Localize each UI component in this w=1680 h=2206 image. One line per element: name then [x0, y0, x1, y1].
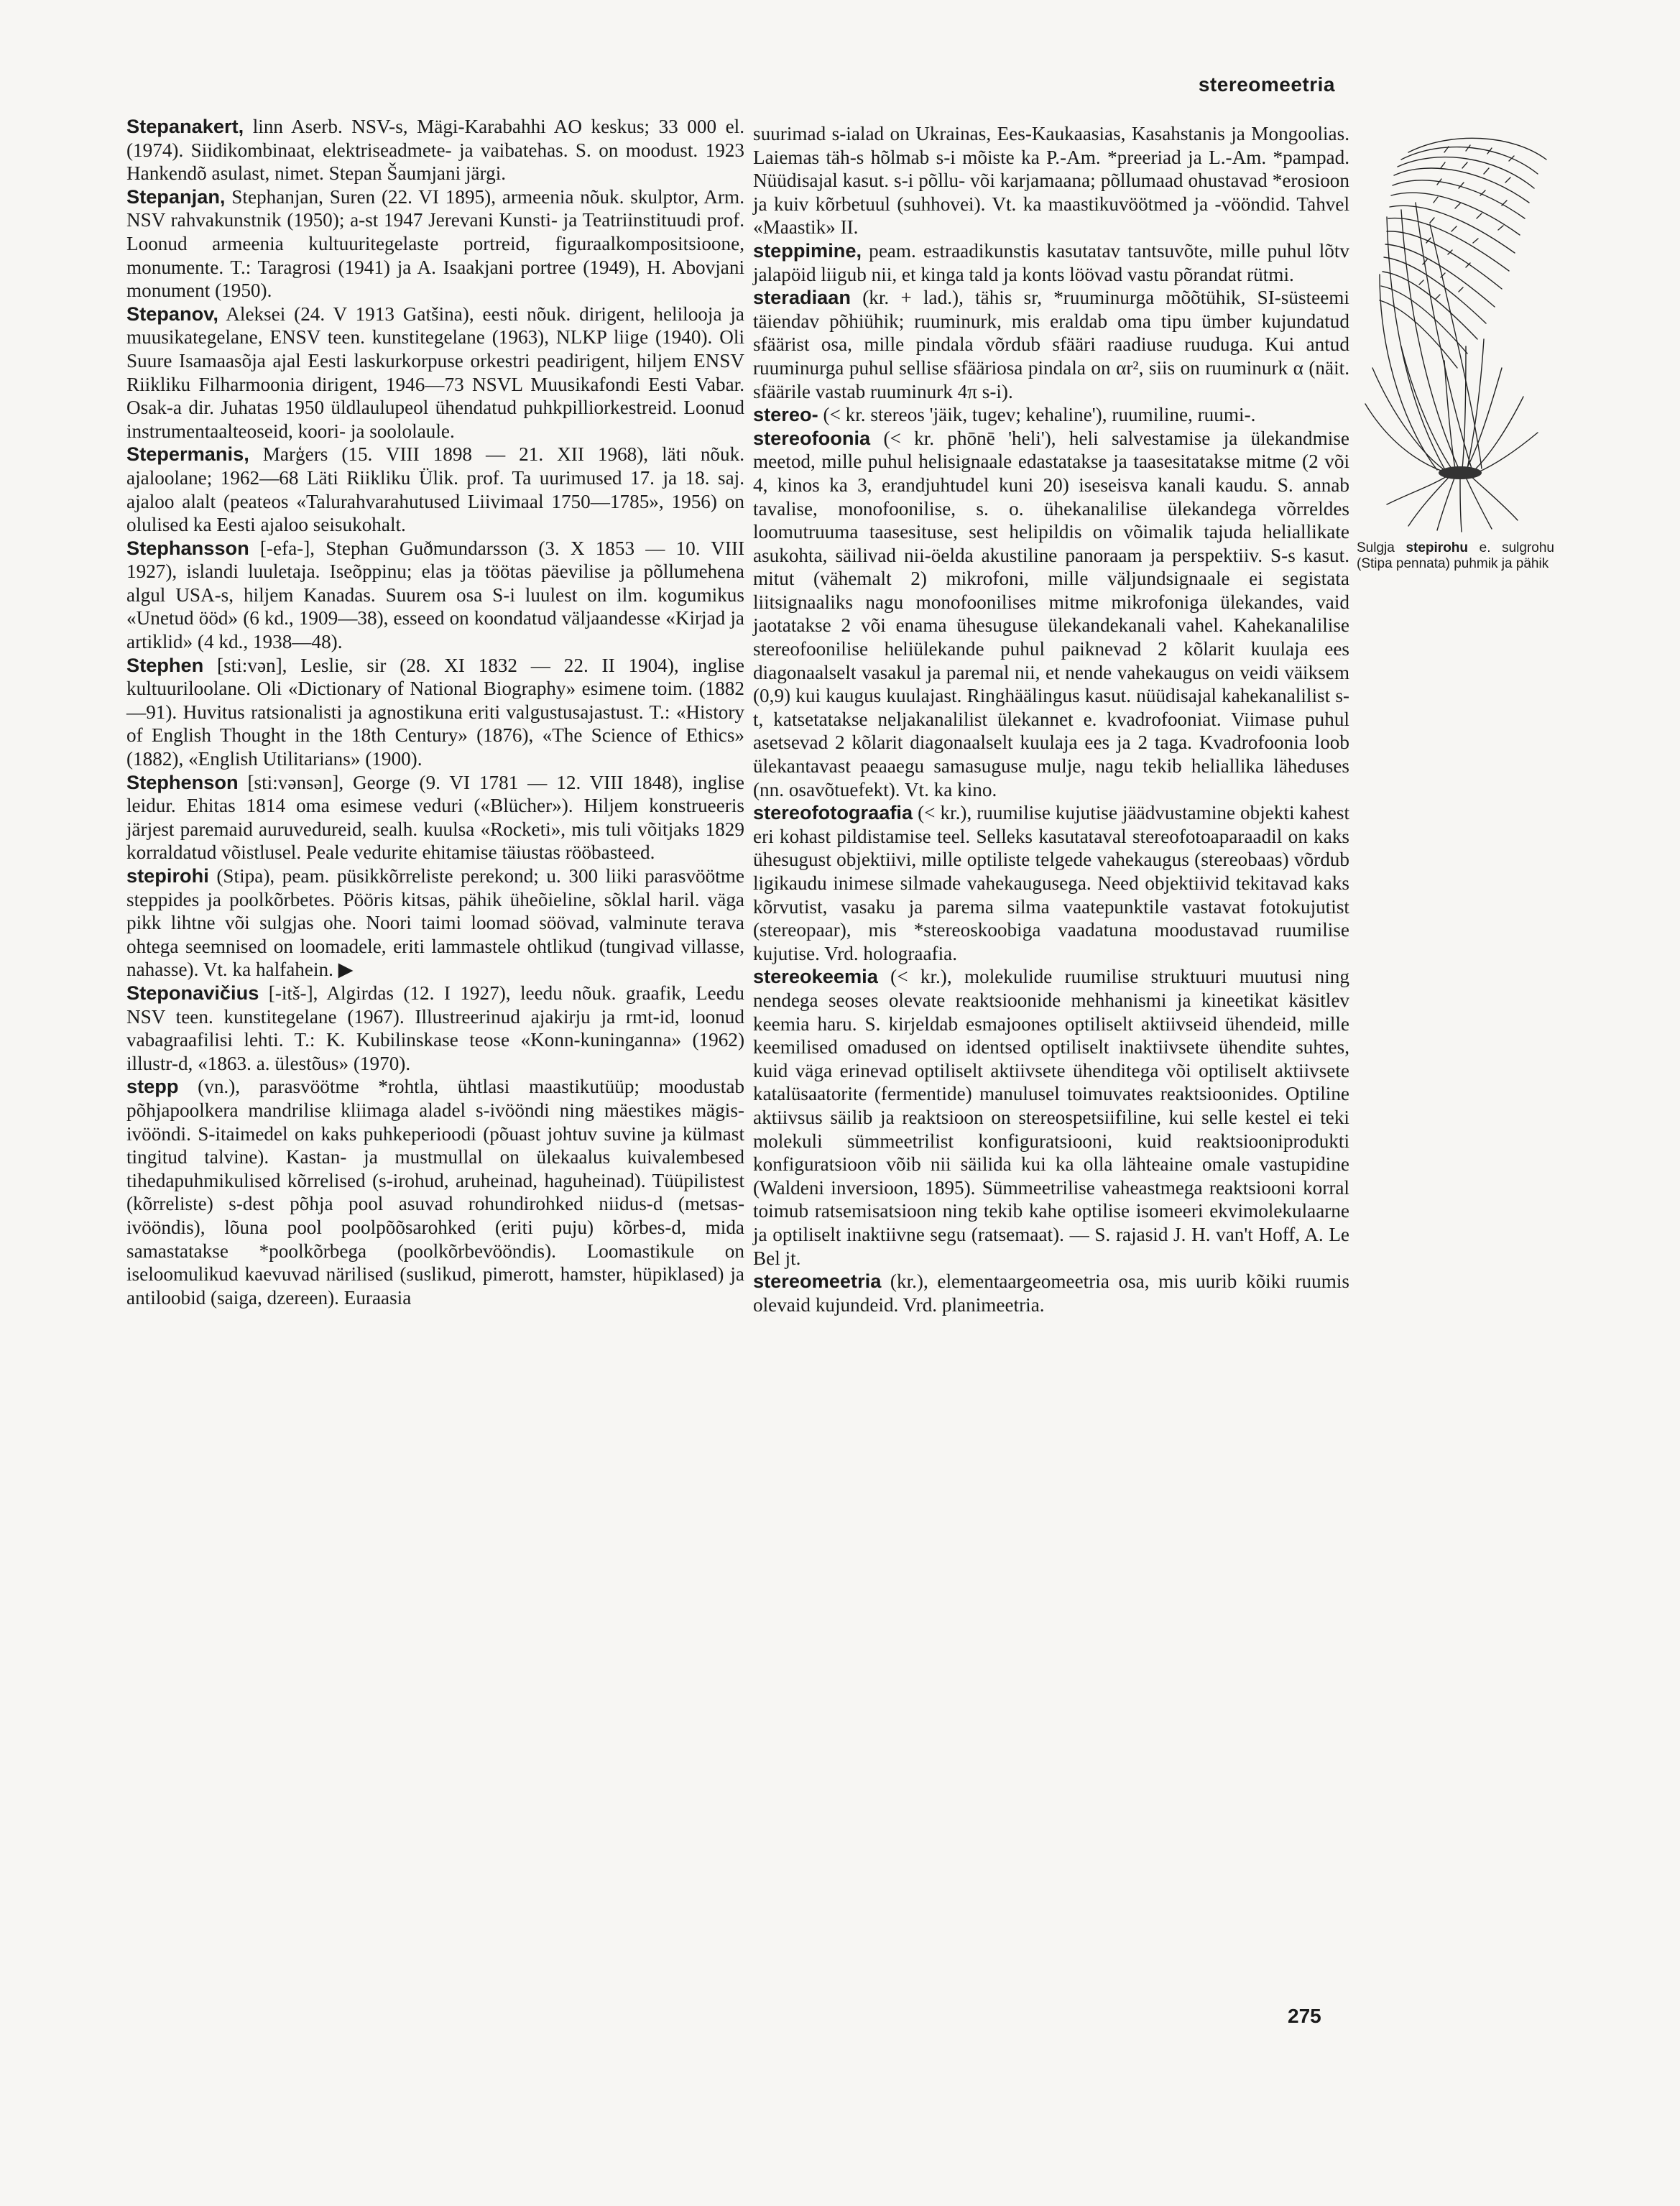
entry [126, 443, 744, 536]
caption-rest: e. sulgrohu (Stipa pennata) puhmik ja pähik [1357, 540, 1554, 571]
entry-text: [sti:vən], Leslie, sir (28. XI 1832 — 22. II 1904), inglise kultuuriloolane. Oli «Dictionary of National Biography» esimene toim. (1882—91). Huvitus ratsionalisti ja agnostikuna eriti valgustusajastust. T.: «History of English Thought in the 18th Century» (1876), «The Science of Ethics» (1882), «English Utilitarians» (1900). [126, 654, 744, 770]
entry-text: (< kr. phōnē 'heli'), heli salvestamise ja ülekandmise meetod, mille puhul helisignaale edastatakse ja taasesitatakse mitme (2 või 4, kinos ka 3, erandjuhtudel kuni 20) iseseisva kanali kaudu. S. annab tavalise, monofoonilise, s. o. ühekanalilise ülekandega võrreldes loomutruuma taasesituse, sest helipildis on võimalik tajuda heliallikate asukohta, säilivad nii-öelda akustiline panoraam ja perspektiiv. S-s kasut. mitut (vähemalt 2) mikrofoni, mille väljundsignaale ei segistata liitsignaaliks nagu monofoonilises mitme mikrofoniga ülekandes, vaid jaotatakse 2 või enama ühesuguse ülekandekanali vahel. Kahekanalilise stereofoonilise heliülekande puhul paiknevad 2 kõlarit kuulaja ees diagonaalselt vasakul ja paremal nii, et nende vahekaugus on veidi väiksem (0,9) kui kaugus kuulajast. Ringhäälingus kasut. nüüdisajal kahekanalilist s-t, katsetatakse neljakanalilist ülekannet e. kvadrofooniat. Viimase puhul asetsevad 2 kõlarit diagonaalselt kuulaja ees ja 2 taga. Kvadrofoonia loob ülekantavast peaaegu samasuguse mulje, nagu tekib heliallika läheduses (nn. osavõtuefekt). Vt. ka kino. [753, 427, 1349, 800]
tussock-base [1439, 466, 1482, 479]
entry-text: Aleksei (24. V 1913 Gatšina), eesti nõuk. dirigent, helilooja ja muusikategelane, ENSV teen. kunstitegelane (1963), NLKP liige (1940). Oli Suure Isamaasõja ajal Eesti laskurkorpuse orkestri peadirigent, hiljem ENSV Riikliku Filharmoonia dirigent, 1946—73 NSVL Muusikafondi Eesti Vabar. Osak-a dir. Juhatas 1950 üldlaulupeol ühendatud puhkpilliorkestreid. Loonud instrumentaalteoseid, koori- ja soololaule. [126, 303, 744, 442]
headword: Stephansson [126, 536, 249, 559]
entry [126, 654, 744, 771]
page-number: 275 [1288, 2005, 1321, 2027]
left-column [126, 115, 744, 1309]
feather-grass-drawing [1358, 131, 1552, 533]
headword: Stepermanis, [126, 443, 249, 466]
entry-text: peam. estraadikunstis kasutatav tantsuvõte, mille puhul lõtv jalapöid liigub nii, et kinga tald ja konts löövad vastu põrandat rütmi. [753, 239, 1349, 285]
entry-text: Marģers (15. VIII 1898 — 21. XII 1968), läti nõuk. ajaloolane; 1962—68 Läti Riikliku Ülik. prof. Ta uurimused 17. ja 18. saj. ajaloo alalt (peateos «Talurahvarahutused Liivimaal 1750—1785», 1956) on olulised ka Eesti ajaloo seisukohalt. [126, 443, 744, 536]
entry [753, 122, 1349, 239]
caption-prefix: Sulgja [1357, 540, 1395, 555]
entry [126, 1075, 744, 1309]
headword: stepirohi [126, 864, 209, 887]
entry-text: (kr.), elementaargeomeetria osa, mis uurib kõiki ruumis olevaid kujundeid. Vrd. planimeetria. [753, 1270, 1349, 1316]
figure-caption [1357, 540, 1554, 572]
headword: steppimine, [753, 239, 862, 262]
headword: Steponavičius [126, 981, 259, 1004]
entry-text: [-itš-], Algirdas (12. I 1927), leedu nõuk. graafik, Leedu NSV teen. kunstitegelane (1967). Illustreerinud ajakirju ja rmt-id, loonud vabagraafilisi lehti. T.: K. Kubilinskase teose «Konn-kuninganna» (1962) illustr-d, «1863. a. ülestõus» (1970). [126, 982, 744, 1074]
entry [126, 537, 744, 654]
entry [753, 286, 1349, 403]
entry-text: linn Aserb. NSV-s, Mägi-Karabahhi AO keskus; 33 000 el. (1974). Siidikombinaat, elektriseadmete- ja vaibatehas. S. on moodust. 1923 Hankendõ asulast, nimet. Stepan Šaumjani järgi. [126, 116, 744, 185]
entry [753, 1270, 1349, 1316]
entry [753, 427, 1349, 802]
entry-text: Stephanjan, Suren (22. VI 1895), armeenia nõuk. skulptor, Arm. NSV rahvakunstnik (1950); a-st 1947 Jerevani Kunsti- ja Teatriinstituudi prof. Loonud armeenia kultuuritegelaste portreid, figuraalkompositsioone, monumente. T.: Taragrosi (1941) ja A. Isaakjani portree (1949), H. Abovjani monument (1950). [126, 185, 744, 302]
headword: stereofotograafia [753, 801, 913, 824]
headword: Stepanov, [126, 302, 218, 325]
entry-text: (< kr.), ruumilise kujutise jäädvustamine objekti kahest eri kohast pildistamise teel. Selleks kasutataval stereofotoaparaadil on kaks ühesugust objektiivi, mille optiliste telgede vahekaugus (stereobaas) võrdub ligikaudu inimese silmade vahekaugusega. Need objektiivid tekitavad kaks kõrvutist, vasaku ja parema silma vaatepunktile vastavat fotokujutist (stereopaar), mis *stereoskoobiga vaadatuna moodustavad ruumilise kujutise. Vrd. holograafia. [753, 802, 1349, 964]
headword: Stepanakert, [126, 115, 244, 137]
headword: steradiaan [753, 286, 851, 309]
right-column [753, 122, 1349, 1316]
entry [126, 303, 744, 443]
headword: Stepanjan, [126, 185, 226, 208]
entry-text: (kr. + lad.), tähis sr, *ruuminurga mõõtühik, SI-süsteemi täiendav põhiühik; ruuminurk, mis eraldab oma tipu ümber kujundatud sfäärist osa, mille pindala võrdub sfääri raadiuse ruuduga. Kui antud ruuminurga puhul sellise sfääriosa pindala on αr², siis on ruuminurk α (näit. sfäärile vastab ruuminurk 4π s-i). [753, 287, 1349, 402]
entry-text: (< kr. stereos 'jäik, tugev; kehaline'), ruumiline, ruumi-. [818, 404, 1256, 426]
headword: stereomeetria [753, 1270, 882, 1293]
entry-text: (vn.), parasvöötme *rohtla, ühtlasi maastikutüüp; moodustab põhjapoolkera mandrilise kliimaga aladel s-ivööndi ning mäestikes mägis-ivööndi. S-itaimedel on kaks puhkeperioodi (põuast johtuv suvine ja külmast tingitud talvine). Kastan- ja mustmullal on ülekaalus kuivalembesed tihedapuhmikulised kõrrelised (s-irohud, aruheinad, haguheinad). Tüüpilistest (kõrreliste) s-dest põhja pool asuvad rohundirohked niidus-d (metsas-ivööndis), lõuna pool poolpõõsarohked (eriti puju) kõrbes-d, mida samastatakse *poolkõrbega (poolkõrbevööndis). Loomastikule on iseloomulikud kaevuvad närilised (suslikud, pimerott, hamster, hüpiklased) ja antiloobid (saiga, dzereen). Euraasia [126, 1076, 744, 1309]
entry-text: [sti:vənsən], George (9. VI 1781 — 12. VIII 1848), inglise leidur. Ehitas 1814 oma esimese veduri («Blücher»). Hiljem konstrueeris järjest paremaid auruvedureid, sealh. kuulsa «Rocketi», mis tuli võitjaks 1829 korraldatud võistlusel. Peale vedurite ehitamise täiustas rööbasteed. [126, 771, 744, 864]
entry [753, 239, 1349, 286]
headword: Stephenson [126, 770, 239, 793]
headword: Stephen [126, 653, 204, 676]
entry-text: suurimad s-ialad on Ukrainas, Ees-Kaukaasias, Kasahstanis ja Mongoolias. Laiemas täh-s hõlmab s-i mõiste ka P.-Am. *preeriad ja L.-Am. *pampad. Nüüdisajal kasut. s-i põllu- või karjamaana; põllumaad ohustavad *erosioon ja kuiv kõrbetuul (suhhovei). Vt. ka maastikuvöötmed ja -vööndid. Tahvel «Maastik» II. [753, 123, 1349, 239]
entry-text: [-efa-], Stephan Guðmundarsson (3. X 1853 — 10. VIII 1927), islandi luuletaja. Iseõppinu; elas ja töötas päevilise ja põllumehena algul USA-s, hiljem Kanadas. Suurem osa S-i luulest on ilm. kogumikus «Unetud ööd» (6 kd., 1909—38), esseed on koondatud väljaandesse «Kirjad ja artiklid» (4 kd., 1938—48). [126, 537, 744, 653]
entry [753, 965, 1349, 1270]
headword: stereofoonia [753, 426, 871, 449]
entry [753, 801, 1349, 965]
entry-text: (Stipa), peam. püsikkõrreliste perekond; u. 300 liiki parasvöötme steppides ja poolkõrbetes. Pööris kitsas, pähik üheõieline, sõklal haril. väga pikk lihtne või sulgjas ohe. Noori taimi loomad söövad, valminute terava ohtega seemnised on loomadele, eriti lammastele ohtlikud (tungivad villasse, nahasse). Vt. ka halfahein. ▶ [126, 865, 744, 981]
running-head: stereomeetria [1198, 73, 1335, 96]
entry [126, 864, 744, 982]
entry [126, 185, 744, 303]
entry [753, 403, 1349, 427]
headword: stepp [126, 1075, 179, 1098]
headword: stereo- [753, 403, 818, 426]
entry-text: (< kr.), molekulide ruumilise struktuuri muutusi ning nendega seoses olevate reaktsioonide mehhanismi ja kineetikat käsitlev keemia haru. S. kirjeldab esmajoones optiliselt aktiivseid ühendeid, mille keemilised omadused on identsed optiliselt inaktiivsete ühendite suhtes, kuid väga erinevad optiliselt aktiivsete ühenditega või optiliselt aktiivsete katalüsaatorite (fermentide) manulusel toimuvates reaktsioonides. Optiline aktiivsus säilib ja reaktsioon on stereospetsiifiline, kui selle kestel ei teki molekuli sümmeetrilist konfiguratsiooni, kuid reaktsiooniprodukti konfiguratsioon võib nii säilida kui ka olla lähteaine omale vastupidine (Waldeni inversioon, 1895). Sümmeetrilise vaheastmega reaktsiooni korral toimub ratsemisatsioon ning tekib kahe optilise isomeeri ekvimolekulaarne ja optiliselt inaktiivne segu (ratsemaat). — S. rajasid J. H. van't Hoff, A. Le Bel jt. [753, 966, 1349, 1269]
entry [126, 771, 744, 864]
feather-grass-illustration-icon [1358, 131, 1552, 533]
entry [126, 982, 744, 1075]
headword: stereokeemia [753, 965, 878, 988]
entry [126, 115, 744, 185]
caption-bold: stepirohu [1406, 540, 1469, 555]
